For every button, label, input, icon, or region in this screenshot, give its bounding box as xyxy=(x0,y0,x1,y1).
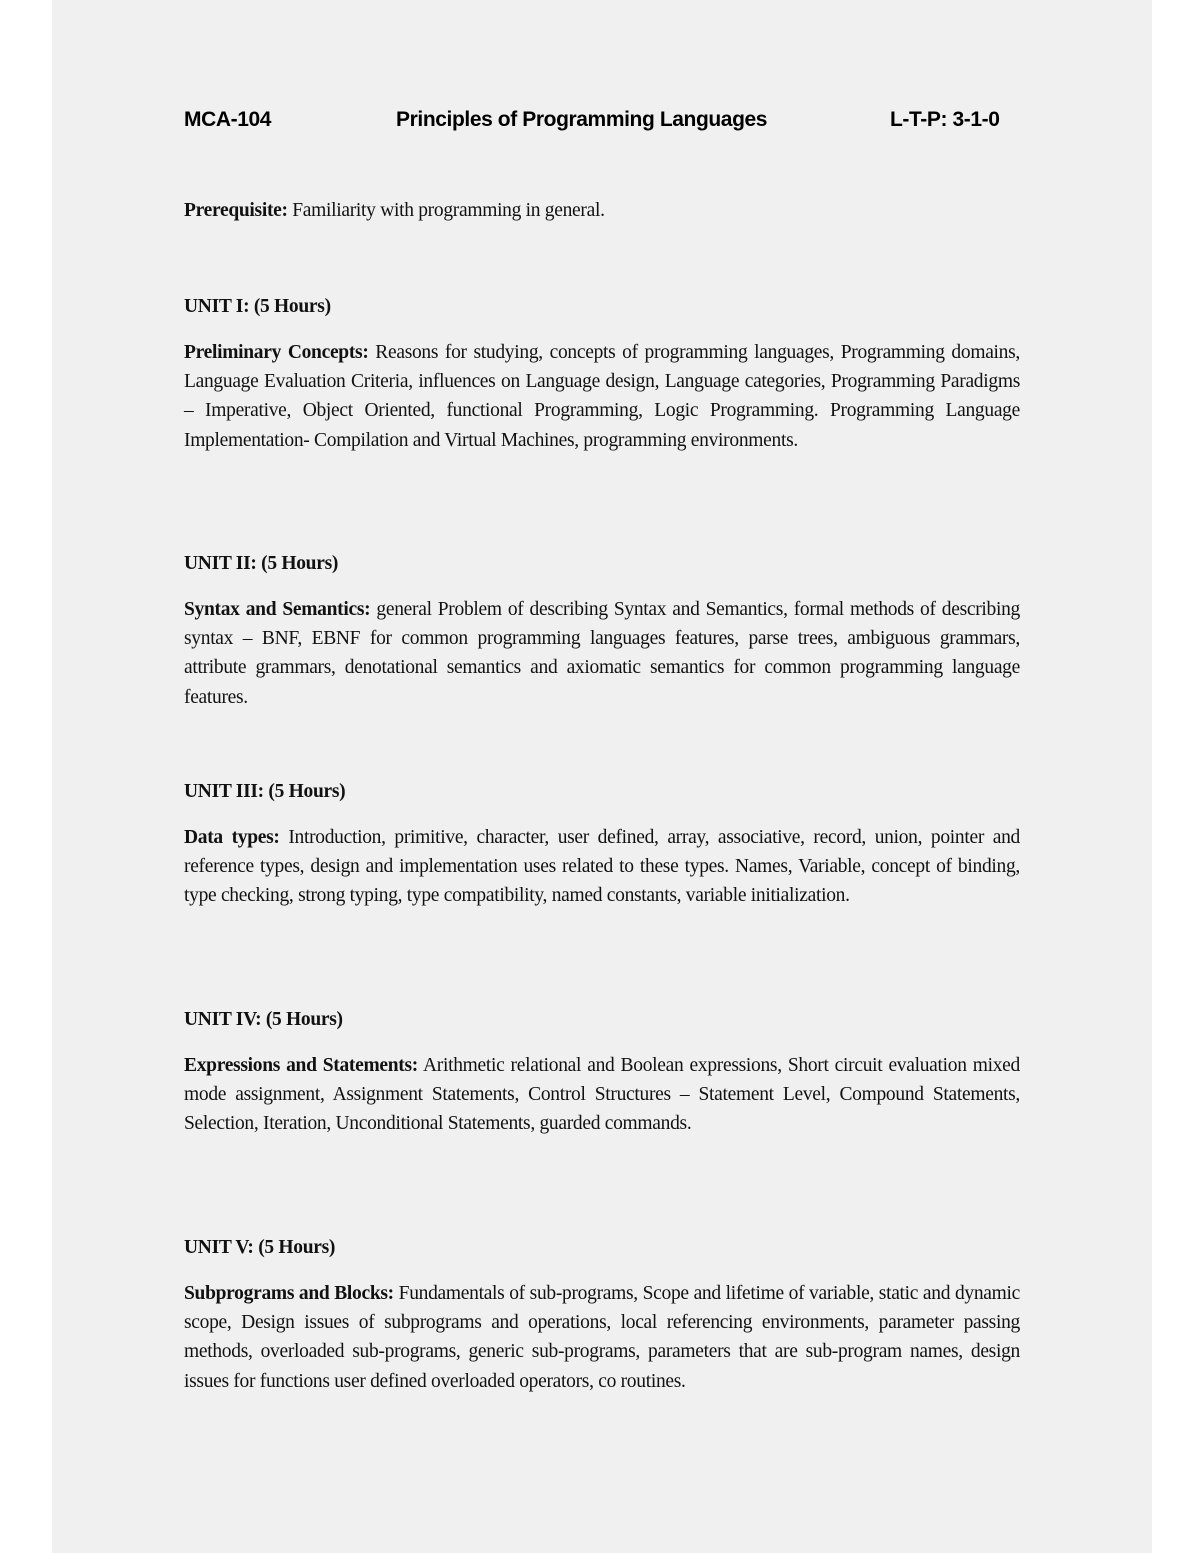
unit-heading: UNIT I: (5 Hours) xyxy=(184,296,331,317)
course-header xyxy=(184,108,1072,138)
unit-4 xyxy=(184,1005,1020,1139)
unit-topic: Syntax and Semantics: xyxy=(184,599,371,620)
unit-content xyxy=(184,1279,1020,1396)
unit-content xyxy=(184,1051,1020,1139)
unit-topic: Data types: xyxy=(184,827,280,848)
unit-3 xyxy=(184,777,1020,911)
unit-text: Reasons for studying, concepts of programming languages, Programming domains, Language Evaluation Criteria, influences on Language design, Language categories, Programming Paradigms – Imperative, Object Oriented, functional Programming, Logic Programming. Programming Language Implementation- Compilation and Virtual Machines, programming environments. xyxy=(184,342,1020,451)
course-title: Principles of Programming Languages xyxy=(396,108,768,131)
unit-content xyxy=(184,338,1020,455)
unit-text: Arithmetic relational and Boolean expressions, Short circuit evaluation mixed mode assignment, Assignment Statements, Control Structures – Statement Level, Compound Statements, Selection, Iteration, Unconditional Statements, guarded commands. xyxy=(184,1055,1020,1135)
unit-topic: Subprograms and Blocks: xyxy=(184,1283,394,1304)
unit-heading: UNIT II: (5 Hours) xyxy=(184,553,339,574)
unit-heading: UNIT IV: (5 Hours) xyxy=(184,1009,343,1030)
prerequisite-label: Prerequisite: xyxy=(184,200,288,221)
unit-text: Fundamentals of sub-programs, Scope and lifetime of variable, static and dynamic scope, Design issues of subprograms and operations, local referencing environments, parameter passing methods, overloaded sub-programs, generic sub-programs, parameters that are sub-program names, design issues for functions user defined overloaded operators, co routines. xyxy=(184,1283,1020,1392)
unit-heading: UNIT III: (5 Hours) xyxy=(184,781,346,802)
unit-topic: Preliminary Concepts: xyxy=(184,342,369,363)
course-code: MCA-104 xyxy=(184,108,272,131)
unit-2 xyxy=(184,549,1020,712)
unit-text: general Problem of describing Syntax and Semantics, formal methods of describing syntax – BNF, EBNF for common programming languages features, parse trees, ambiguous grammars, attribute grammars, denotational semantics and axiomatic semantics for common programming language features. xyxy=(184,599,1020,708)
unit-content xyxy=(184,595,1020,712)
unit-text: Introduction, primitive, character, user defined, array, associative, record, union, pointer and reference types, design and implementation uses related to these types. Names, Variable, concept of binding, type checking, strong typing, type compatibility, named constants, variable initialization. xyxy=(184,827,1020,907)
unit-topic: Expressions and Statements: xyxy=(184,1055,418,1076)
unit-heading: UNIT V: (5 Hours) xyxy=(184,1237,336,1258)
prerequisite-text: Familiarity with programming in general. xyxy=(287,200,605,221)
unit-content xyxy=(184,823,1020,911)
prerequisite xyxy=(184,200,1072,222)
unit-1 xyxy=(184,292,1020,455)
ltp-credits: L-T-P: 3-1-0 xyxy=(890,108,1000,131)
document-page xyxy=(52,0,1152,1553)
unit-5 xyxy=(184,1233,1020,1396)
